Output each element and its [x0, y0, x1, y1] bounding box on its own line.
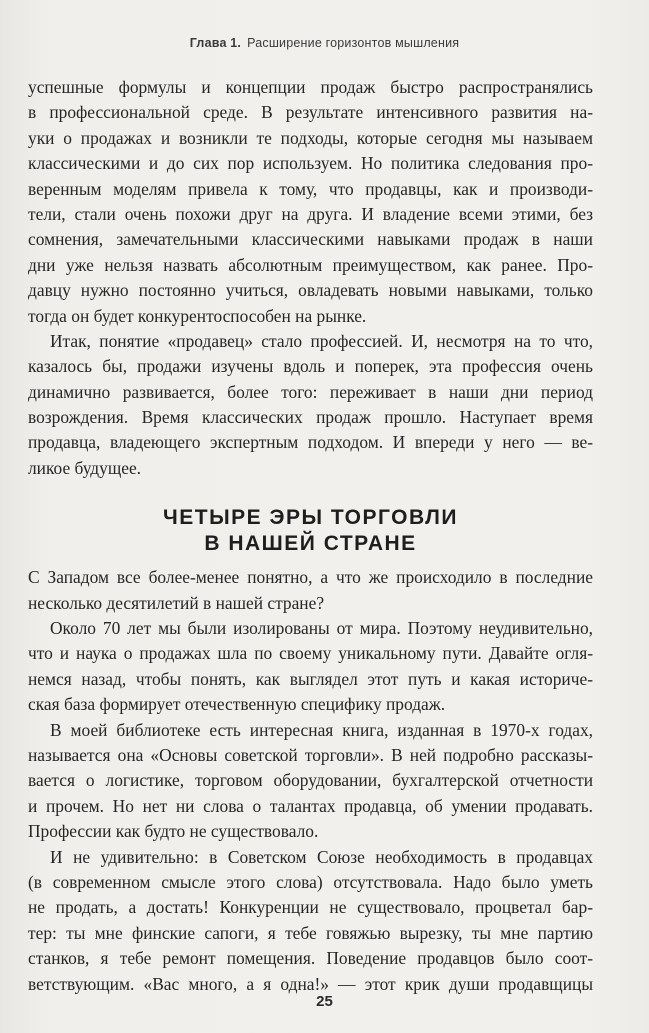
paragraph: [28, 616, 593, 718]
heading-line: В НАШЕЙ СТРАНЕ: [204, 532, 417, 556]
running-header: [0, 36, 649, 50]
text-line: не продать, а достать! Конкуренции не существовало, процветал бар-: [28, 897, 593, 918]
paragraph: [28, 329, 593, 481]
text-line: уки о продажах и возникли те подходы, которые сегодня мы называем: [28, 127, 593, 148]
text-line: немся назад, чтобы понять, как выглядел этот путь и какая историче-: [28, 668, 593, 689]
text-line: что и наука о продажах шла по своему уникальному пути. Давайте огля-: [28, 643, 593, 664]
chapter-number: Глава 1.: [189, 36, 242, 50]
text-line: дни уже нельзя назвать абсолютным преимуществом, как ранее. Про-: [28, 254, 593, 275]
text-line: продавца, владеющего экспертным подходом. И впереди у него — ве-: [28, 432, 593, 453]
text-line: станков, я тебе ремонт помещения. Поведение продавцов было соот-: [28, 948, 593, 969]
heading-line: ЧЕТЫРЕ ЭРЫ ТОРГОВЛИ: [163, 506, 458, 530]
text-line: Профессии как будто не существовало.: [28, 821, 319, 842]
text-line: тогда он будет конкурентоспособен на рынке.: [28, 305, 367, 326]
text-line: называется она «Основы советской торговли». В ней подробно рассказы-: [28, 744, 593, 765]
text-line: классическими и до сих пор используем. Но политика следования про-: [28, 153, 593, 174]
text-line: тели, стали очень похожи друг на друга. И владение всеми этими, без: [28, 203, 593, 224]
text-line: возрождения. Время классических продаж прошло. Наступает время: [28, 407, 593, 428]
text-line: и прочем. Но нет ни слова о талантах продавца, об умении продавать.: [28, 795, 593, 816]
text-line: вается о логистике, торговом оборудовании, бухгалтерской отчетности: [28, 770, 593, 791]
text-line: успешные формулы и концепции продаж быстро распространялись: [28, 77, 593, 97]
paragraph: [28, 75, 593, 329]
text-line: сомнения, замечательными классическими навыками продаж в наши: [28, 229, 593, 250]
text-line: И не удивительно: в Советском Союзе необходимость в продавцах: [50, 846, 593, 867]
text-line: Около 70 лет мы были изолированы от мира. Поэтому неудивительно,: [50, 618, 593, 639]
text-line: веренным моделям привела к тому, что продавцы, как и производи-: [28, 178, 593, 199]
text-line: тер: ты мне финские сапоги, я тебе говяжью вырезку, ты мне партию: [28, 922, 593, 943]
text-line: В моей библиотеке есть интересная книга, изданная в 1970-х годах,: [50, 719, 593, 740]
text-line: несколько десятилетий в нашей стране?: [28, 592, 325, 613]
text-line: ликое будущее.: [28, 457, 142, 478]
text-line: С Западом все более-менее понятно, а что же происходило в последние: [28, 567, 593, 588]
text-line: (в современном смысле этого слова) отсутствовала. Надо было уметь: [28, 871, 593, 892]
text-line: ветствующим. «Вас много, а я одна!» — этот крик души продавщицы: [28, 973, 593, 994]
chapter-title: Расширение горизонтов мышления: [247, 36, 460, 50]
paragraph: [28, 718, 593, 845]
paragraph: [28, 845, 593, 997]
section-heading: [28, 505, 593, 557]
text-line: давцу нужно постоянно учиться, овладевать новыми навыками, только: [28, 280, 593, 301]
text-line: динамично развивается, более того: переживает в наши дни период: [28, 381, 593, 402]
text-line: казалось бы, продажи изучены вдоль и поперек, эта профессия очень: [28, 356, 593, 377]
text-line: в профессиональной среде. В результате интенсивного развития на-: [28, 102, 593, 123]
text-line: Итак, понятие «продавец» стало профессией. И, несмотря на то что,: [50, 330, 593, 351]
page-number: 25: [316, 993, 333, 1010]
text-line: ская база формирует отечественную специфику продаж.: [28, 694, 446, 715]
page-body: [28, 75, 593, 997]
paragraph: [28, 565, 593, 616]
